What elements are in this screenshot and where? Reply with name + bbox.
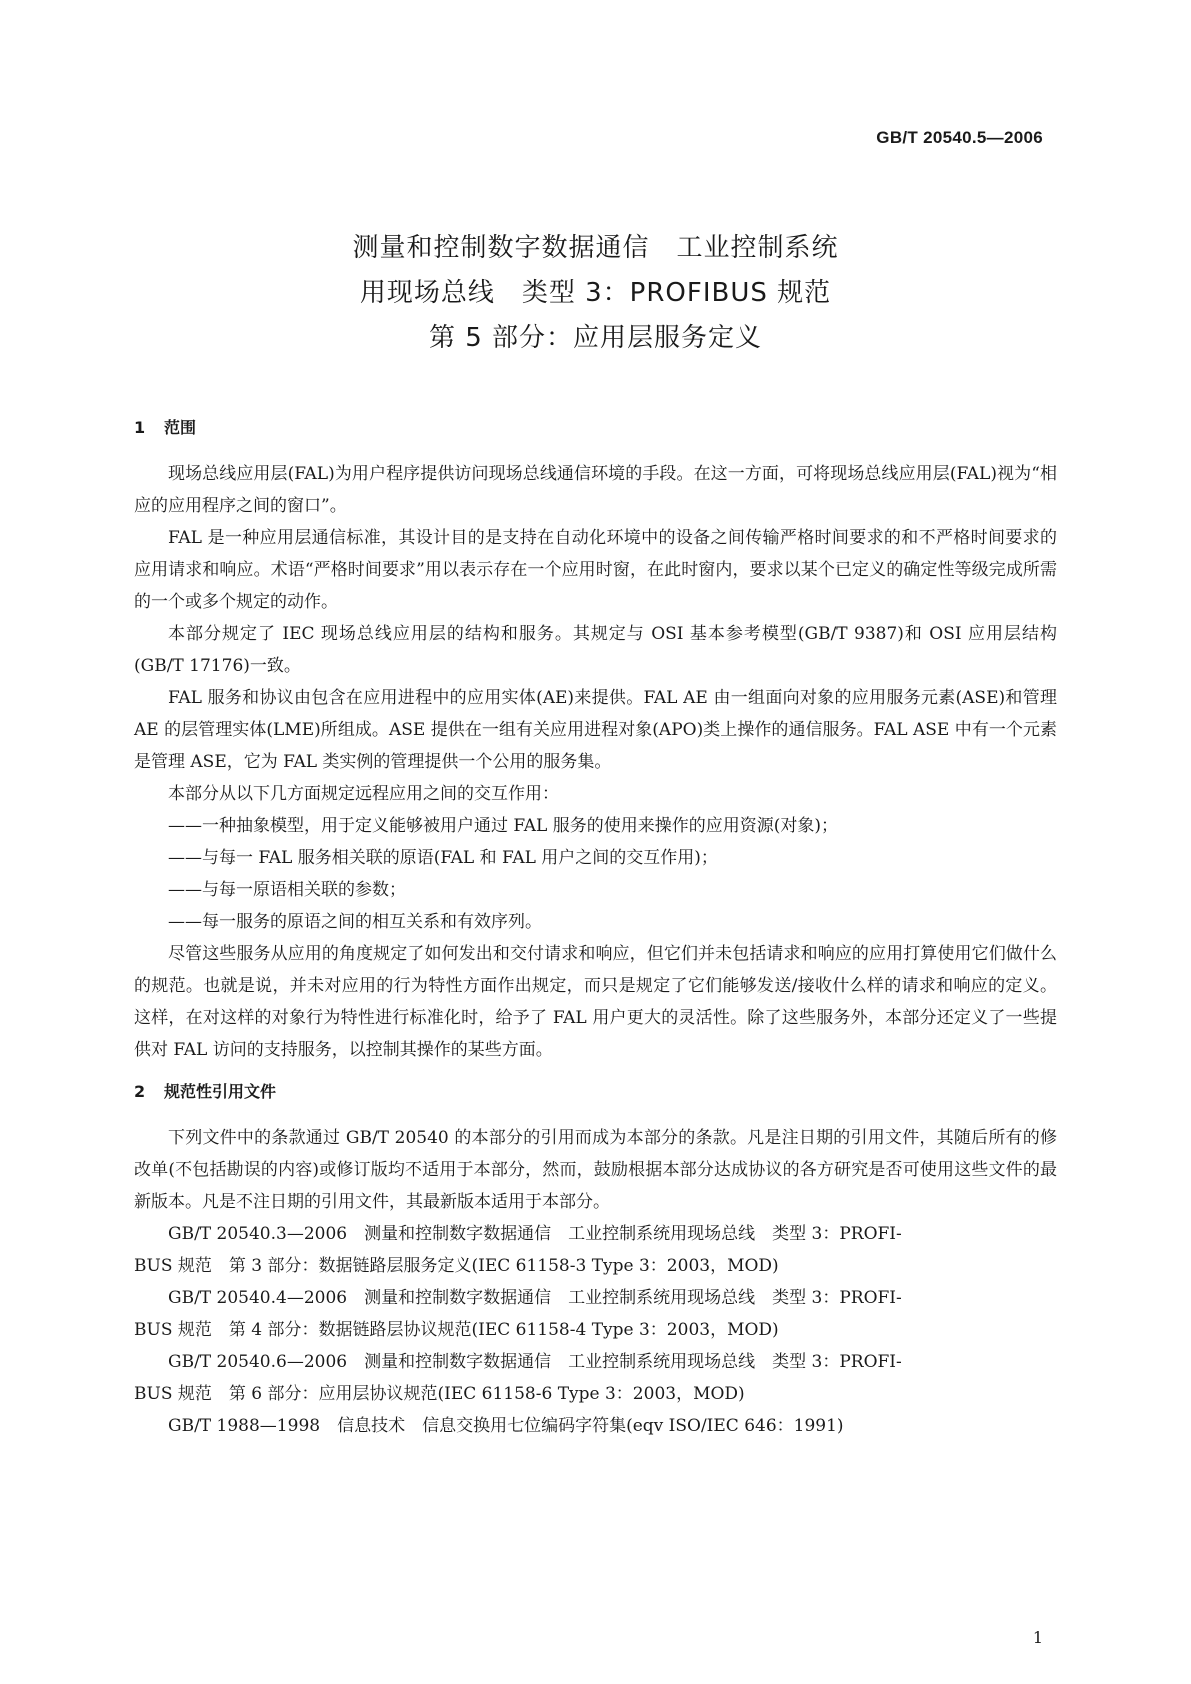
dash-list xyxy=(134,810,1057,938)
list-item: ——一种抽象模型，用于定义能够被用户通过 FAL 服务的使用来操作的应用资源(对象)； xyxy=(168,816,838,836)
document-body xyxy=(134,416,1057,1442)
title-line-3: 第 5 部分：应用层服务定义 xyxy=(428,323,763,353)
reference-item xyxy=(134,1218,1057,1282)
reference-line-1: GB/T 20540.3—2006 测量和控制数字数据通信 工业控制系统用现场总线 类型 3：PROFI- xyxy=(168,1224,902,1244)
section-1-title: 范围 xyxy=(164,418,197,437)
reference-item xyxy=(134,1346,1057,1410)
list-item: ——每一服务的原语之间的相互关系和有效序列。 xyxy=(168,912,542,932)
standard-code: GB/T 20540.5—2006 xyxy=(876,128,1043,147)
reference-item xyxy=(134,1410,1057,1442)
section-1-paragraph-4: FAL 服务和协议由包含在应用进程中的应用实体(AE)来提供。FAL AE 由一组面向对象的应用服务元素(ASE)和管理 AE 的层管理实体(LME)所组成。ASE 提供在一组有关应用进程对象(APO)类上操作的通信服务。FAL ASE 中有一个元素是管理 ASE，它为 FAL 类实例的管理提供一个公用的服务集。 xyxy=(134,688,1057,772)
section-2-heading xyxy=(134,1080,1057,1104)
section-1-paragraph-5: 本部分从以下几方面规定远程应用之间的交互作用： xyxy=(168,784,559,804)
section-1-paragraph-6: 尽管这些服务从应用的角度规定了如何发出和交付请求和响应，但它们并未包括请求和响应的应用打算使用它们做什么的规范。也就是说，并未对应用的行为特性方面作出规定，而只是规定了它们能够发送/接收什么样的请求和响应的定义。这样，在对这样的对象行为特性进行标准化时，给予了 FAL 用户更大的灵活性。除了这些服务外，本部分还定义了一些提供对 FAL 访问的支持服务，以控制其操作的某些方面。 xyxy=(134,944,1057,1060)
reference-line-2: BUS 规范 第 6 部分：应用层协议规范(IEC 61158-6 Type 3：2003，MOD) xyxy=(134,1384,745,1404)
list-item: ——与每一 FAL 服务相关联的原语(FAL 和 FAL 用户之间的交互作用)； xyxy=(168,848,718,868)
reference-line-2: BUS 规范 第 4 部分：数据链路层协议规范(IEC 61158-4 Type 3：2003，MOD) xyxy=(134,1320,779,1340)
reference-list xyxy=(134,1218,1057,1442)
list-item: ——与每一原语相关联的参数； xyxy=(168,880,406,900)
section-2-title: 规范性引用文件 xyxy=(164,1082,277,1101)
reference-line-1: GB/T 20540.6—2006 测量和控制数字数据通信 工业控制系统用现场总线 类型 3：PROFI- xyxy=(168,1352,902,1372)
section-1-heading xyxy=(134,416,1057,440)
reference-line-1: GB/T 1988—1998 信息技术 信息交换用七位编码字符集(eqv ISO/IEC 646：1991) xyxy=(168,1416,844,1436)
document-title xyxy=(0,226,1191,361)
section-1-paragraph-2: FAL 是一种应用层通信标准，其设计目的是支持在自动化环境中的设备之间传输严格时间要求的和不严格时间要求的应用请求和响应。术语“严格时间要求”用以表示存在一个应用时窗，在此时窗内，要求以某个已定义的确定性等级完成所需的一个或多个规定的动作。 xyxy=(134,528,1057,612)
section-2-paragraph-1: 下列文件中的条款通过 GB/T 20540 的本部分的引用而成为本部分的条款。凡是注日期的引用文件，其随后所有的修改单(不包括勘误的内容)或修订版均不适用于本部分，然而，鼓励根据本部分达成协议的各方研究是否可使用这些文件的最新版本。凡是不注日期的引用文件，其最新版本适用于本部分。 xyxy=(134,1128,1057,1212)
section-1-paragraph-3: 本部分规定了 IEC 现场总线应用层的结构和服务。其规定与 OSI 基本参考模型(GB/T 9387)和 OSI 应用层结构(GB/T 17176)一致。 xyxy=(134,624,1057,676)
page-number: 1 xyxy=(1032,1628,1043,1647)
section-1-paragraph-1: 现场总线应用层(FAL)为用户程序提供访问现场总线通信环境的手段。在这一方面，可将现场总线应用层(FAL)视为“相应的应用程序之间的窗口”。 xyxy=(134,464,1057,516)
reference-item xyxy=(134,1282,1057,1346)
section-1-number: 1 xyxy=(134,418,146,437)
title-line-2: 用现场总线 类型 3：PROFIBUS 规范 xyxy=(359,278,832,308)
title-line-1: 测量和控制数字数据通信 工业控制系统 xyxy=(352,233,839,263)
section-2-number: 2 xyxy=(134,1082,146,1101)
reference-line-1: GB/T 20540.4—2006 测量和控制数字数据通信 工业控制系统用现场总线 类型 3：PROFI- xyxy=(168,1288,902,1308)
reference-line-2: BUS 规范 第 3 部分：数据链路层服务定义(IEC 61158-3 Type 3：2003，MOD) xyxy=(134,1256,779,1276)
